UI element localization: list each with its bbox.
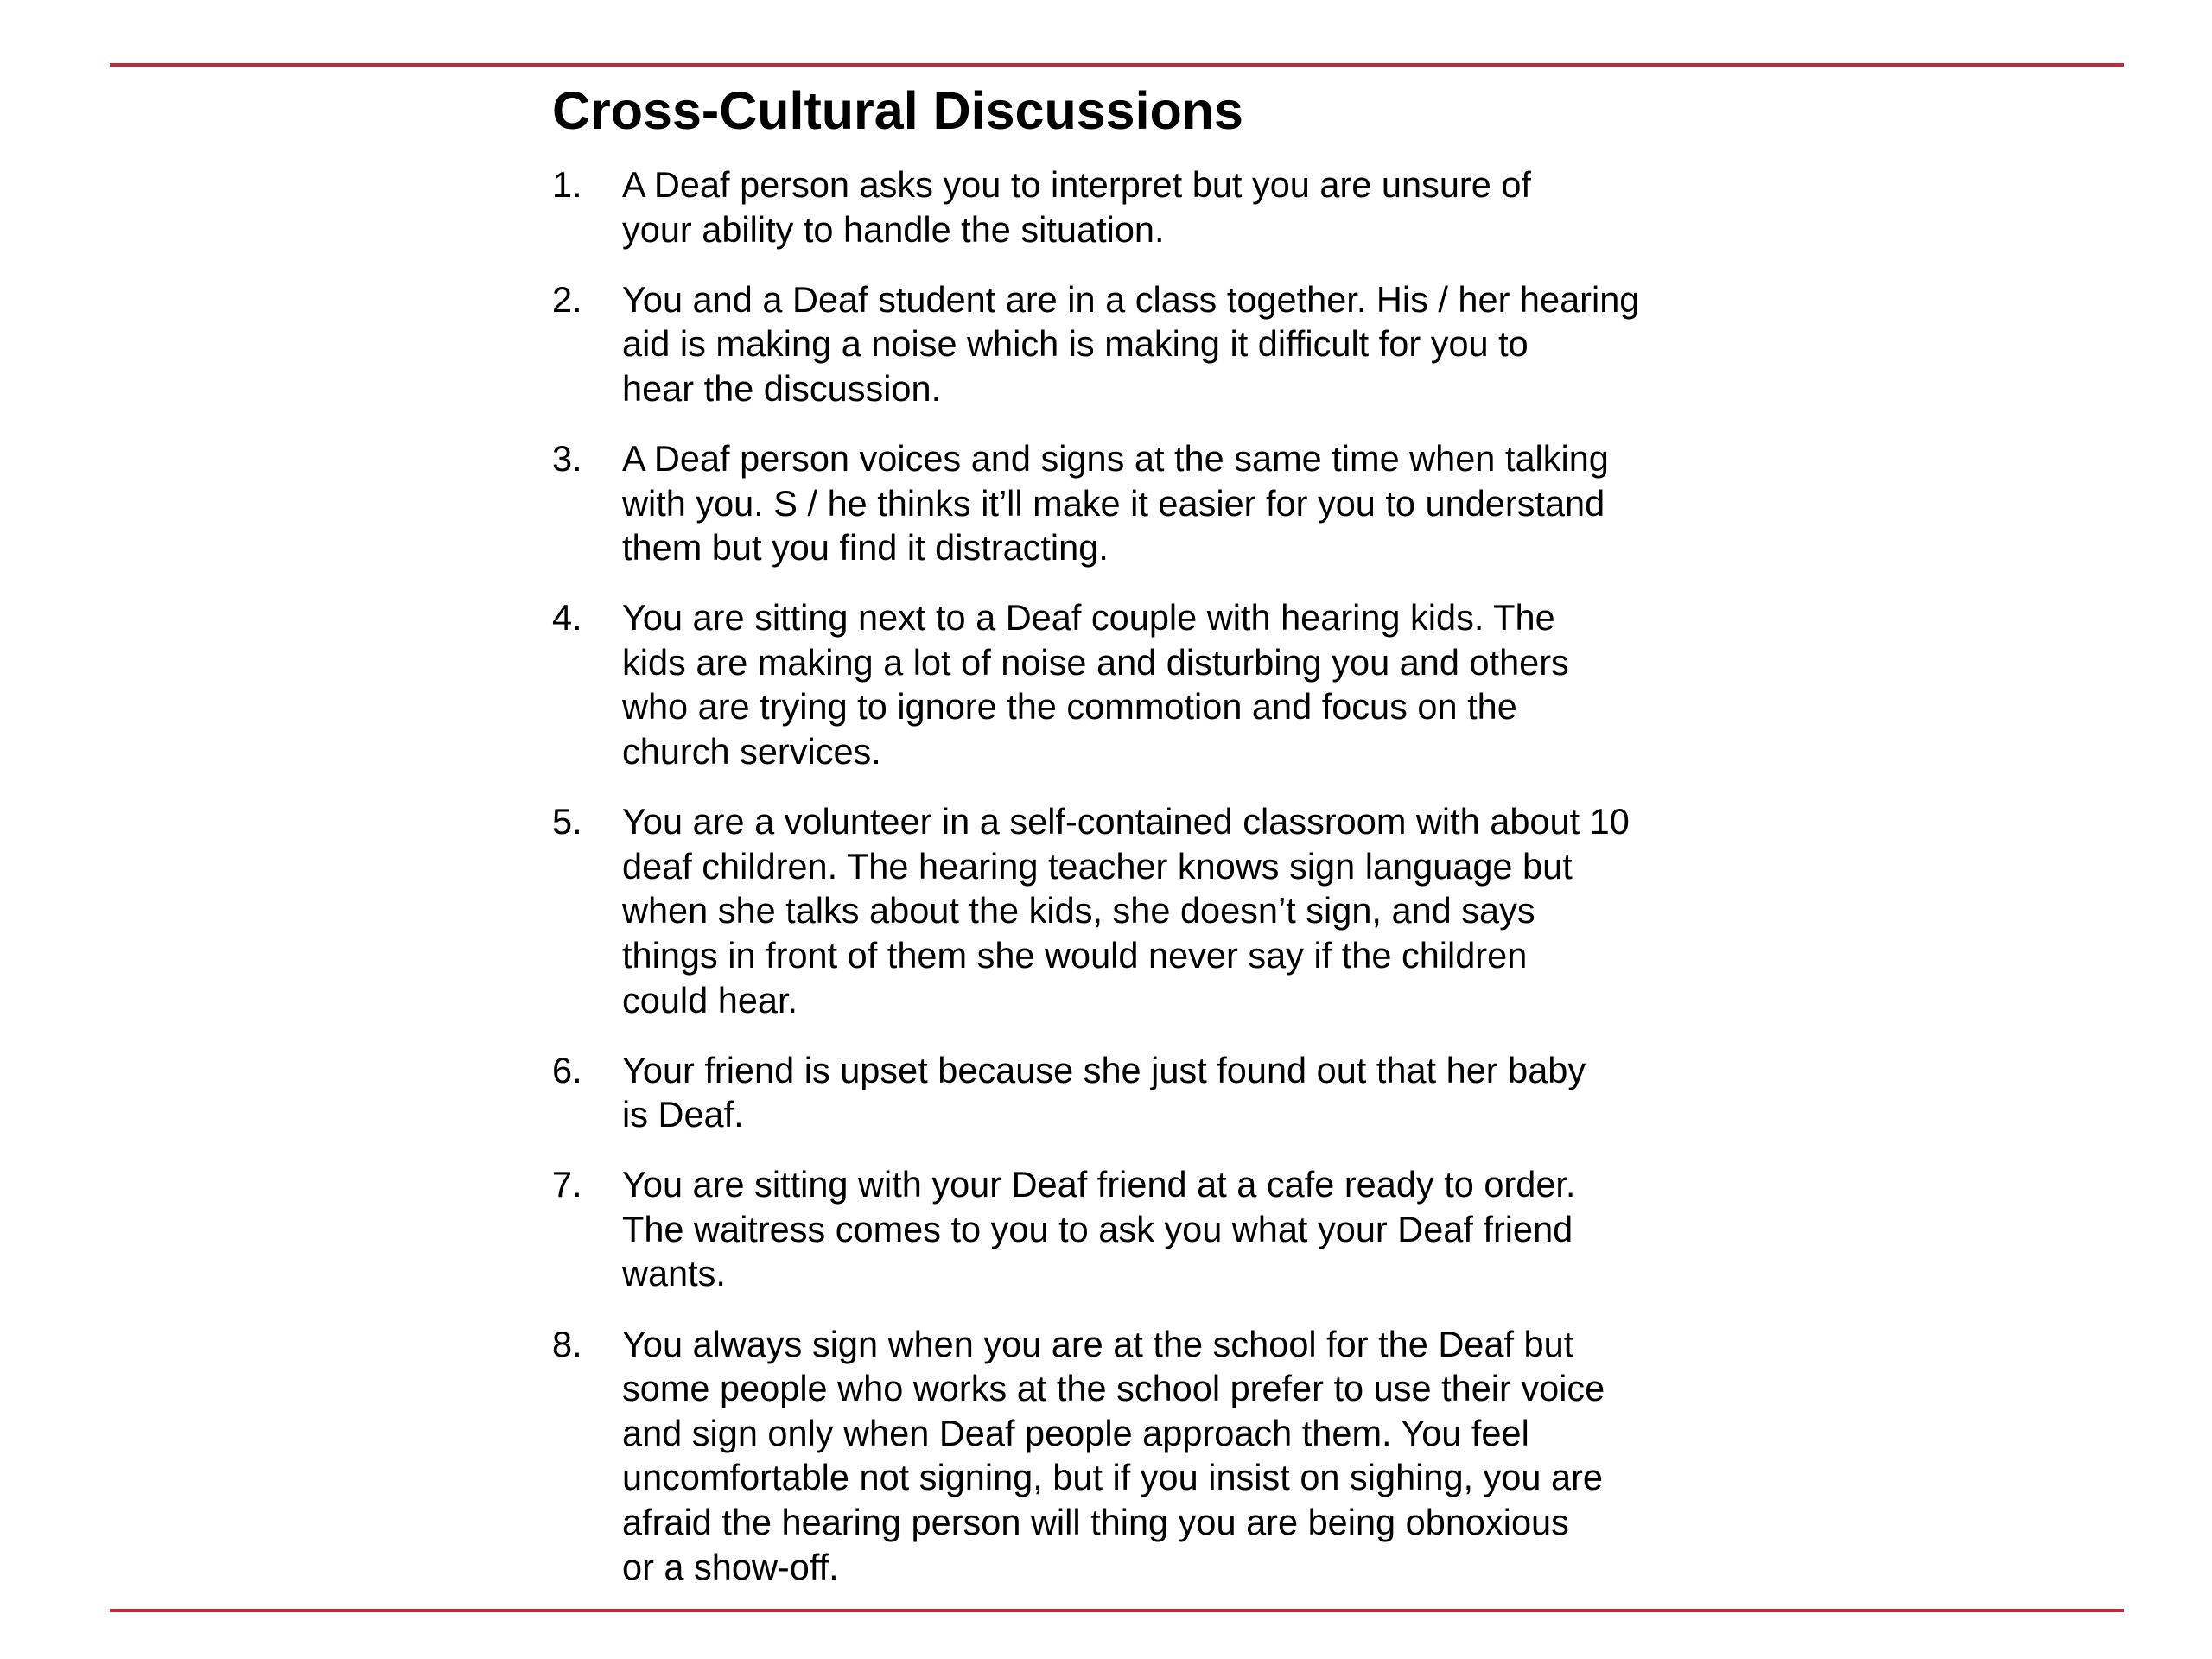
item-text: You are sitting next to a Deaf couple with hearing kids. The kids are making a lot of noise and disturbing you and others who are trying to ignore the commotion and focus on the church services.	[622, 597, 1569, 772]
item-text: A Deaf person voices and signs at the same time when talking with you. S / he thinks it’ll make it easier for you to understand them but you find it distracting.	[622, 437, 1609, 569]
item-number: 6.	[552, 1049, 582, 1090]
list-item	[552, 436, 1762, 570]
item-number: 8.	[552, 1323, 582, 1364]
item-text: You and a Deaf student are in a class together. His / her hearing aid is making a noise which is making it difficult for you to hear the discussion.	[622, 278, 1640, 409]
list-item	[552, 595, 1762, 773]
page-title: Cross-Cultural Discussions	[552, 81, 1243, 140]
item-text: You are sitting with your Deaf friend at a cafe ready to order. The waitress comes to you to ask you what your Deaf friend wants.	[622, 1164, 1576, 1294]
list-item	[552, 1162, 1762, 1296]
slide-content	[552, 76, 1762, 1589]
item-text: A Deaf person asks you to interpret but you are unsure of your ability to handle the situation.	[622, 164, 1531, 250]
item-number: 3.	[552, 437, 582, 479]
item-number: 1.	[552, 164, 582, 205]
list-item	[552, 1322, 1762, 1590]
list-item	[552, 162, 1762, 251]
item-number: 5.	[552, 801, 582, 842]
list-item	[552, 799, 1762, 1022]
item-number: 4.	[552, 597, 582, 639]
discussion-list	[552, 162, 1762, 1589]
list-item	[552, 277, 1762, 411]
item-number: 7.	[552, 1164, 582, 1205]
item-text: You are a volunteer in a self-contained classroom with about 10 deaf children. The hearing teacher knows sign language but when she talks about the kids, she doesn’t sign, and says things in front of them she would never say if the children could hear.	[622, 801, 1630, 1020]
list-item	[552, 1048, 1762, 1137]
bottom-divider	[110, 1609, 2124, 1612]
item-text: Your friend is upset because she just found out that her baby is Deaf.	[622, 1049, 1586, 1135]
top-divider	[110, 63, 2124, 67]
item-text: You always sign when you are at the school for the Deaf but some people who works at the school prefer to use their voice and sign only when Deaf people approach them. You feel uncomfortable not signing, but if you insist on sighing, you are afraid the hearing person will thing you are being obnoxious or a show-off.	[622, 1323, 1605, 1587]
item-number: 2.	[552, 278, 582, 320]
